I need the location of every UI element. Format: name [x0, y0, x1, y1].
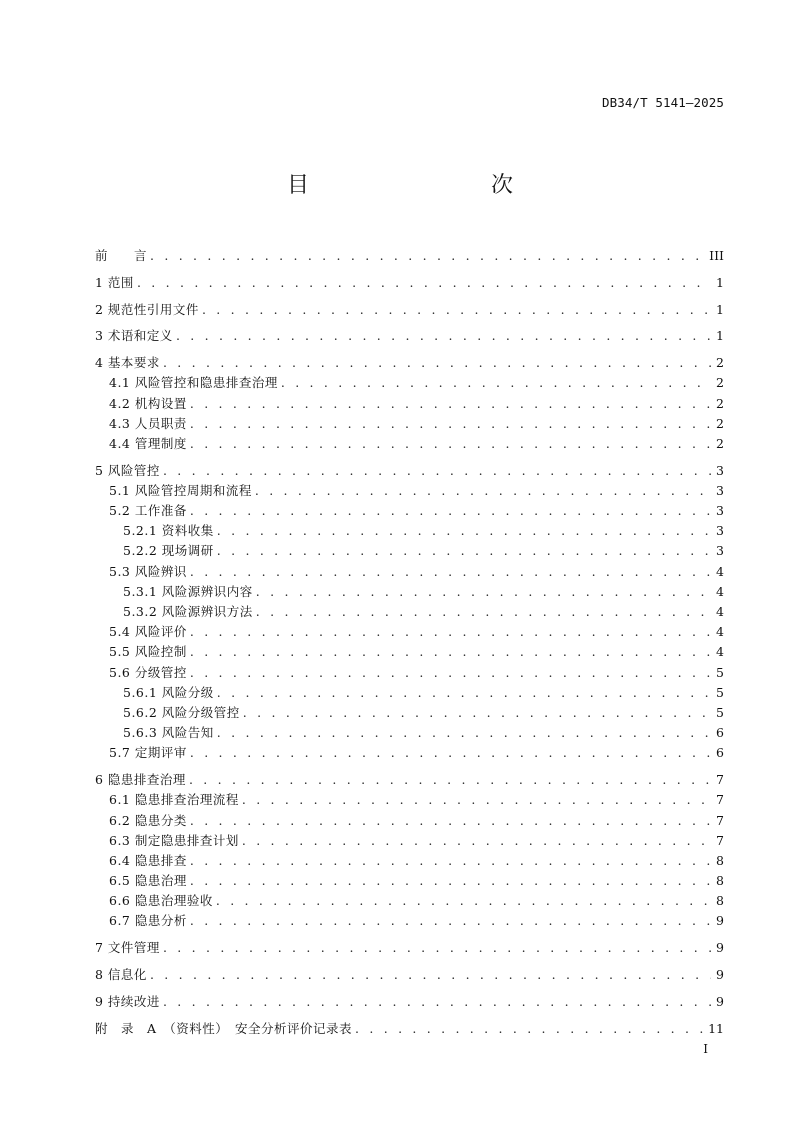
toc-entry-page: 9 [716, 967, 724, 983]
toc-entry-label: 前 言 [95, 248, 148, 263]
toc-entry-label: 附 录 A （资料性） 安全分析评价记录表 [95, 1020, 353, 1036]
table-of-contents [95, 243, 724, 1036]
toc-entry-label: 9 持续改进 [95, 993, 160, 1009]
toc-dot-leader [190, 504, 711, 518]
toc-entry[interactable] [95, 478, 724, 498]
toc-entry[interactable] [95, 451, 724, 478]
toc-dot-leader [256, 605, 711, 619]
toc-entry-label: 7 文件管理 [95, 940, 160, 956]
toc-entry-page: 3 [716, 503, 724, 519]
toc-dot-leader [217, 524, 711, 538]
toc-entry[interactable] [95, 787, 724, 807]
toc-entry-page: 8 [716, 852, 724, 868]
toc-entry[interactable] [95, 370, 724, 390]
toc-entry[interactable] [95, 558, 724, 578]
toc-entry-page: 7 [716, 812, 724, 828]
toc-entry[interactable] [95, 343, 724, 370]
toc-entry-label: 6.2 隐患分类 [109, 812, 187, 828]
toc-entry[interactable] [95, 680, 724, 700]
toc-entry-label: 1 范围 [95, 274, 134, 290]
toc-entry-label: 6.3 制定隐患排查计划 [109, 832, 239, 848]
toc-dot-leader [243, 706, 711, 720]
toc-dot-leader [242, 834, 711, 848]
toc-entry-label: 5.2.1 资料收集 [123, 523, 214, 539]
toc-entry[interactable] [95, 317, 724, 344]
toc-entry[interactable] [95, 599, 724, 619]
toc-entry[interactable] [95, 431, 724, 451]
toc-dot-leader [242, 793, 711, 807]
toc-entry-label: 4.1 风险管控和隐患排查治理 [109, 375, 278, 391]
toc-entry-label: 6.5 隐患治理 [109, 873, 187, 889]
toc-entry-page: 5 [716, 704, 724, 720]
toc-entry-label: 4.2 机构设置 [109, 395, 187, 411]
toc-entry-page: 7 [716, 792, 724, 808]
toc-entry-label: 5.6.3 风险告知 [123, 725, 214, 741]
toc-dot-leader [190, 914, 711, 928]
toc-entry-label: 5.3.2 风险源辨识方法 [123, 604, 253, 620]
toc-entry-page: 2 [716, 395, 724, 411]
toc-entry[interactable] [95, 518, 724, 538]
toc-entry[interactable] [95, 538, 724, 558]
toc-entry-page: 3 [716, 523, 724, 539]
toc-entry-label: 4.3 人员职责 [109, 415, 187, 431]
toc-entry-label: 5.2 工作准备 [109, 503, 187, 519]
toc-dot-leader [216, 894, 711, 908]
toc-entry-page: 4 [716, 644, 724, 660]
toc-entry[interactable] [95, 848, 724, 868]
toc-entry-label: 5.4 风险评价 [109, 624, 187, 640]
toc-dot-leader [355, 1022, 705, 1036]
toc-entry[interactable] [95, 908, 724, 928]
toc-dot-leader [163, 941, 711, 955]
toc-entry-page: 7 [716, 832, 724, 848]
toc-entry[interactable] [95, 579, 724, 599]
toc-entry-label: 2 规范性引用文件 [95, 301, 199, 317]
toc-entry[interactable] [95, 740, 724, 760]
toc-entry-label: 6 隐患排查治理 [95, 772, 186, 788]
toc-dot-leader [190, 397, 711, 411]
toc-entry-page: 8 [716, 873, 724, 889]
toc-dot-leader [217, 686, 711, 700]
toc-entry[interactable] [95, 1009, 724, 1036]
toc-dot-leader [163, 464, 711, 478]
toc-entry-page: 4 [716, 604, 724, 620]
toc-entry-label: 5.3.1 风险源辨识内容 [123, 583, 253, 599]
toc-entry-page: 4 [716, 624, 724, 640]
toc-entry-page: 3 [716, 482, 724, 498]
toc-entry[interactable] [95, 639, 724, 659]
toc-entry-page: 3 [716, 543, 724, 559]
toc-entry[interactable] [95, 390, 724, 410]
toc-entry[interactable] [95, 243, 724, 263]
toc-entry[interactable] [95, 411, 724, 431]
toc-entry-page: 3 [716, 462, 724, 478]
toc-dot-leader [137, 276, 711, 290]
toc-entry[interactable] [95, 659, 724, 679]
toc-entry-page: 8 [716, 893, 724, 909]
toc-entry-label: 5.1 风险管控周期和流程 [109, 482, 252, 498]
toc-dot-leader [190, 874, 711, 888]
toc-entry-label: 4 基本要求 [95, 355, 160, 371]
toc-entry[interactable] [95, 720, 724, 740]
toc-entry-label: 6.7 隐患分析 [109, 913, 187, 929]
toc-entry-page: 4 [716, 563, 724, 579]
toc-entry[interactable] [95, 828, 724, 848]
page-number: I [703, 1042, 708, 1056]
toc-dot-leader [163, 356, 711, 370]
toc-dot-leader [150, 968, 711, 982]
toc-dot-leader [190, 437, 711, 451]
toc-entry[interactable] [95, 263, 724, 290]
toc-dot-leader [256, 585, 711, 599]
toc-entry-label: 5.5 风险控制 [109, 644, 187, 660]
toc-entry[interactable] [95, 982, 724, 1009]
toc-entry-page: 5 [716, 684, 724, 700]
toc-entry-page: 9 [716, 913, 724, 929]
toc-dot-leader [217, 726, 711, 740]
toc-dot-leader [190, 417, 711, 431]
toc-entry-page: 1 [716, 301, 724, 317]
toc-entry-label: 8 信息化 [95, 967, 147, 983]
toc-entry-label: 5.6.1 风险分级 [123, 684, 214, 700]
toc-entry-page: 6 [716, 745, 724, 761]
toc-entry-page: 4 [716, 583, 724, 599]
toc-dot-leader [202, 303, 711, 317]
toc-entry[interactable] [95, 498, 724, 518]
toc-entry[interactable] [95, 760, 724, 787]
toc-entry-label: 5.3 风险辨识 [109, 563, 187, 579]
toc-entry[interactable] [95, 290, 724, 317]
toc-entry-page: III [709, 248, 724, 263]
toc-entry[interactable] [95, 888, 724, 908]
toc-entry-page: 5 [716, 664, 724, 680]
toc-dot-leader [190, 565, 711, 579]
document-code: DB34/T 5141—2025 [601, 95, 724, 110]
toc-entry-label: 4.4 管理制度 [109, 435, 187, 451]
toc-entry-label: 6.4 隐患排查 [109, 852, 187, 868]
toc-entry-page: 2 [716, 355, 724, 371]
toc-dot-leader [281, 376, 711, 390]
toc-entry-page: 2 [716, 375, 724, 391]
toc-entry[interactable] [95, 928, 724, 955]
toc-dot-leader [190, 645, 711, 659]
toc-entry-label: 6.1 隐患排查治理流程 [109, 792, 239, 808]
toc-entry[interactable] [95, 807, 724, 827]
toc-entry[interactable] [95, 868, 724, 888]
toc-dot-leader [190, 625, 711, 639]
toc-dot-leader [190, 854, 711, 868]
toc-entry-page: 2 [716, 415, 724, 431]
toc-entry[interactable] [95, 955, 724, 982]
toc-entry[interactable] [95, 700, 724, 720]
toc-entry-label: 3 术语和定义 [95, 328, 173, 344]
toc-entry-page: 9 [716, 940, 724, 956]
toc-dot-leader [189, 773, 711, 787]
toc-entry-page: 6 [716, 725, 724, 741]
toc-dot-leader [190, 746, 711, 760]
toc-title: 目 次 [286, 173, 559, 198]
toc-entry-page: 7 [716, 772, 724, 788]
toc-entry[interactable] [95, 619, 724, 639]
toc-entry-label: 6.6 隐患治理验收 [109, 893, 213, 909]
toc-entry-page: 2 [716, 435, 724, 451]
toc-entry-page: 1 [716, 328, 724, 344]
toc-entry-label: 5.7 定期评审 [109, 745, 187, 761]
toc-dot-leader [163, 995, 711, 1009]
toc-entry-label: 5.2.2 现场调研 [123, 543, 214, 559]
toc-entry-page: 1 [716, 274, 724, 290]
toc-entry-page: 11 [708, 1020, 724, 1036]
toc-dot-leader [150, 249, 706, 263]
toc-dot-leader [255, 484, 711, 498]
toc-entry-page: 9 [716, 993, 724, 1009]
toc-entry-label: 5.6 分级管控 [109, 664, 187, 680]
toc-entry-label: 5 风险管控 [95, 462, 160, 478]
toc-dot-leader [190, 666, 711, 680]
toc-dot-leader [190, 814, 711, 828]
toc-entry-label: 5.6.2 风险分级管控 [123, 704, 240, 720]
toc-dot-leader [217, 544, 711, 558]
toc-dot-leader [176, 329, 711, 343]
